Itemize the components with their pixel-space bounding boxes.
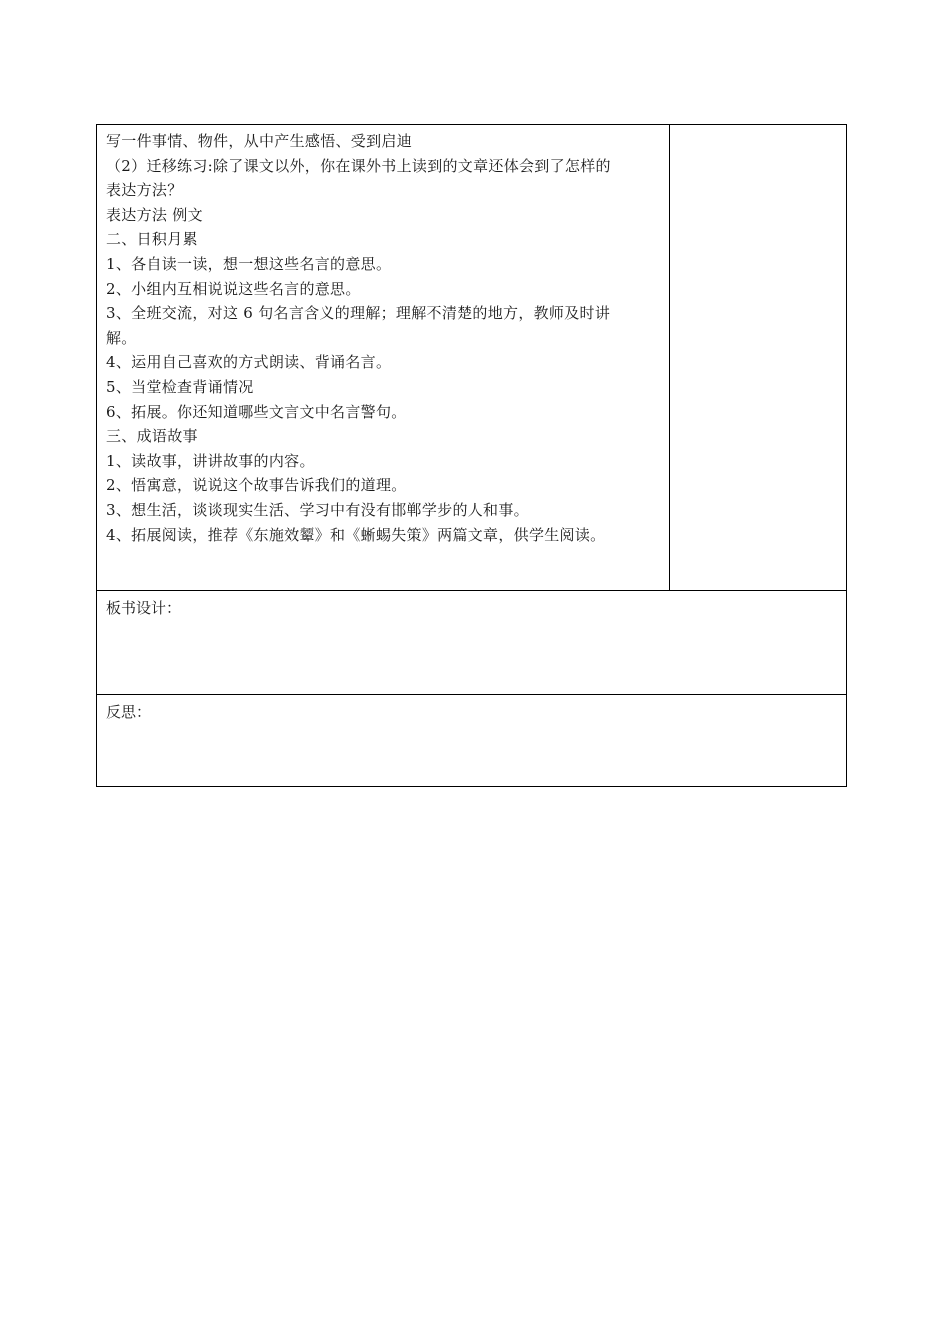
content-line: 2、小组内互相说说这些名言的意思。 — [106, 279, 361, 298]
content-line: 3、想生活，谈谈现实生活、学习中有没有邯郸学步的人和事。 — [106, 500, 529, 519]
content-line: 5、当堂检查背诵情况 — [106, 377, 254, 396]
content-line: 表达方法 例文 — [106, 205, 203, 224]
content-line: 6、拓展。你还知道哪些文言文中名言警句。 — [106, 402, 407, 421]
content-line: 4、运用自己喜欢的方式朗读、背诵名言。 — [106, 353, 392, 372]
board-design-row — [97, 591, 847, 695]
content-line: 解。 — [106, 328, 137, 347]
content-line: 3、全班交流，对这 6 句名言含义的理解；理解不清楚的地方，教师及时讲 — [106, 304, 611, 323]
content-line: 1、读故事，讲讲故事的内容。 — [106, 451, 315, 470]
content-line: 表达方法？ — [106, 181, 183, 200]
lesson-plan-table — [96, 124, 847, 787]
board-design-label: 板书设计： — [106, 599, 182, 617]
content-line: （2）迁移练习:除了课文以外，你在课外书上读到的文章还体会到了怎样的 — [106, 156, 611, 175]
content-line: 写一件事情、物件，从中产生感悟、受到启迪 — [106, 132, 413, 150]
lesson-content-row — [97, 125, 847, 591]
content-line: 1、各自读一读，想一想这些名言的意思。 — [106, 254, 392, 273]
content-line: 4、拓展阅读，推荐《东施效颦》和《蜥蜴失策》两篇文章，供学生阅读。 — [106, 525, 606, 544]
side-notes-cell — [670, 125, 847, 591]
section-heading: 二、日积月累 — [106, 230, 198, 249]
reflection-row — [97, 695, 847, 787]
board-design-cell — [97, 591, 847, 695]
content-line: 2、悟寓意，说说这个故事告诉我们的道理。 — [106, 476, 407, 495]
section-heading: 三、成语故事 — [106, 427, 198, 446]
lesson-content-cell — [97, 125, 670, 591]
reflection-cell — [97, 695, 847, 787]
reflection-label: 反思： — [106, 703, 152, 721]
